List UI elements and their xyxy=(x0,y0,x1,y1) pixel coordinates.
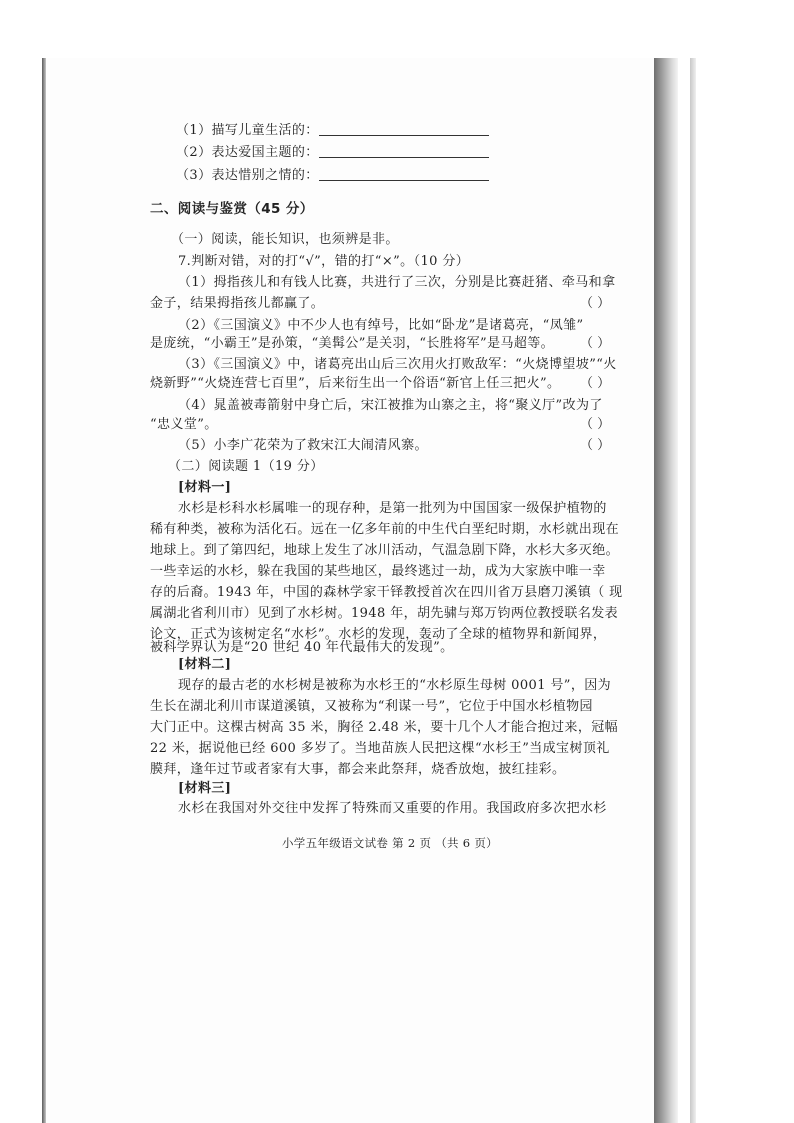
page-footer: 小学五年级语文试卷 第 2 页 （共 6 页） xyxy=(282,836,498,850)
q7-item-1-line-2: 金子，结果拇指孩儿都赢了。 xyxy=(150,296,325,311)
section2-title: 二、阅读与鉴赏（45 分） xyxy=(150,201,314,217)
q7-item-5-line-1: （5）小李广花荣为了救宋江大闹清风寨。 xyxy=(178,438,428,453)
q7-item-4-line-2: “忠义堂”。 xyxy=(150,417,218,432)
paragraph-line: 生长在湖北利川市谋道溪镇，又被称为“利谋一号”，它位于中国水杉植物园 xyxy=(150,699,593,714)
paragraph-line: 现存的最古老的水杉树是被称为水杉王的“水杉原生母树 0001 号”，因为 xyxy=(178,678,612,693)
paragraph-line: 水杉在我国对外交往中发挥了特殊而又重要的作用。我国政府多次把水杉 xyxy=(178,801,607,816)
scan-right-edge xyxy=(690,58,696,1123)
paragraph-line: 膜拜，逢年过节或者家有大事，都会来此祭拜，烧香放炮，披红挂彩。 xyxy=(150,762,566,777)
q7-item-1-line-1: （1）拇指孩儿和有钱人比赛，共进行了三次，分别是比赛赶猪、牵马和拿 xyxy=(178,275,616,290)
paragraph-line: 稀有种类，被称为活化石。远在一亿多年前的中生代白垩纪时期，水杉就出现在 xyxy=(150,522,620,537)
paragraph-line: 论文，正式为该树定名“水杉”。水杉的发现，轰动了全球的植物界和新闻界， xyxy=(150,627,607,642)
q7-item-1-answer[interactable]: （ ） xyxy=(580,296,611,311)
q7-item-2-line-2: 是庞统，“小霸王”是孙策，“美髯公”是关羽，“长胜将军”是马超等。 xyxy=(150,336,555,351)
paragraph-line: 属湖北省利川市）见到了水杉树。1948 年，胡先骕与郑万钧两位教授联名发表 xyxy=(150,606,619,621)
material3-label: [材料三] xyxy=(178,781,232,796)
q7-item-3-line-2: 烧新野”“火烧连营七百里”，后来衍生出一个俗语“新官上任三把火”。 xyxy=(150,376,561,391)
part1-item-1: （1）描写儿童生活的： xyxy=(176,123,489,139)
material2-label: [材料二] xyxy=(178,657,232,672)
q7-item-3-answer[interactable]: （ ） xyxy=(580,376,611,391)
answer-blank[interactable] xyxy=(319,168,489,181)
q7-item-4-line-1: （4）晁盖被毒箭射中身亡后，宋江被推为山寨之主，将“聚义厅”改为了 xyxy=(178,398,603,413)
part1-item-3: （3）表达惜别之情的： xyxy=(176,168,489,184)
paragraph-line: 存的后裔。1943 年，中国的森林学家干铎教授首次在四川省万县磨刀溪镇（ 现 xyxy=(150,585,623,600)
paragraph-line: 被科学界认为是“20 世纪 40 年代最伟大的发现”。 xyxy=(150,640,454,655)
q7-title: 7.判断对错，对的打“√”，错的打“×”。（10 分） xyxy=(178,254,470,269)
q7-item-3-line-1: （3）《三国演义》中，诸葛亮出山后三次用火打败敌军：“火烧博望坡”“火 xyxy=(178,357,617,372)
material1-label: [材料一] xyxy=(178,480,232,495)
paragraph-line: 一些幸运的水杉，躲在我国的某些地区，最终逃过一劫，成为大家族中唯一幸 xyxy=(150,564,606,579)
q7-item-5-answer[interactable]: （ ） xyxy=(580,438,611,453)
q7-item-2-answer[interactable]: （ ） xyxy=(580,336,611,351)
part-a-title: （一）阅读，能长知识，也须辨是非。 xyxy=(171,232,399,247)
part-b-title: （二）阅读题 1（19 分） xyxy=(168,459,324,474)
paragraph-line: 大门正中。这棵古树高 35 米，胸径 2.48 米，要十几个人才能合抱过来，冠幅 xyxy=(150,720,619,735)
paragraph-line: 地球上。到了第四纪，地球上发生了冰川活动，气温急剧下降，水杉大多灭绝。 xyxy=(150,543,620,558)
answer-blank[interactable] xyxy=(319,123,489,136)
part1-item-2: （2）表达爱国主题的： xyxy=(176,145,489,161)
paragraph-line: 水杉是杉科水杉属唯一的现存种，是第一批列为中国国家一级保护植物的 xyxy=(178,501,607,516)
scan-right-shadow xyxy=(654,58,678,1123)
paragraph-line: 22 米，据说他已经 600 多岁了。当地苗族人民把这棵“水杉王”当成宝树顶礼 xyxy=(150,741,610,756)
q7-item-2-line-1: （2）《三国演义》中不少人也有绰号，比如“卧龙”是诸葛亮，“凤雏” xyxy=(178,318,584,333)
answer-blank[interactable] xyxy=(319,145,489,158)
q7-item-4-answer[interactable]: （ ） xyxy=(580,417,611,432)
